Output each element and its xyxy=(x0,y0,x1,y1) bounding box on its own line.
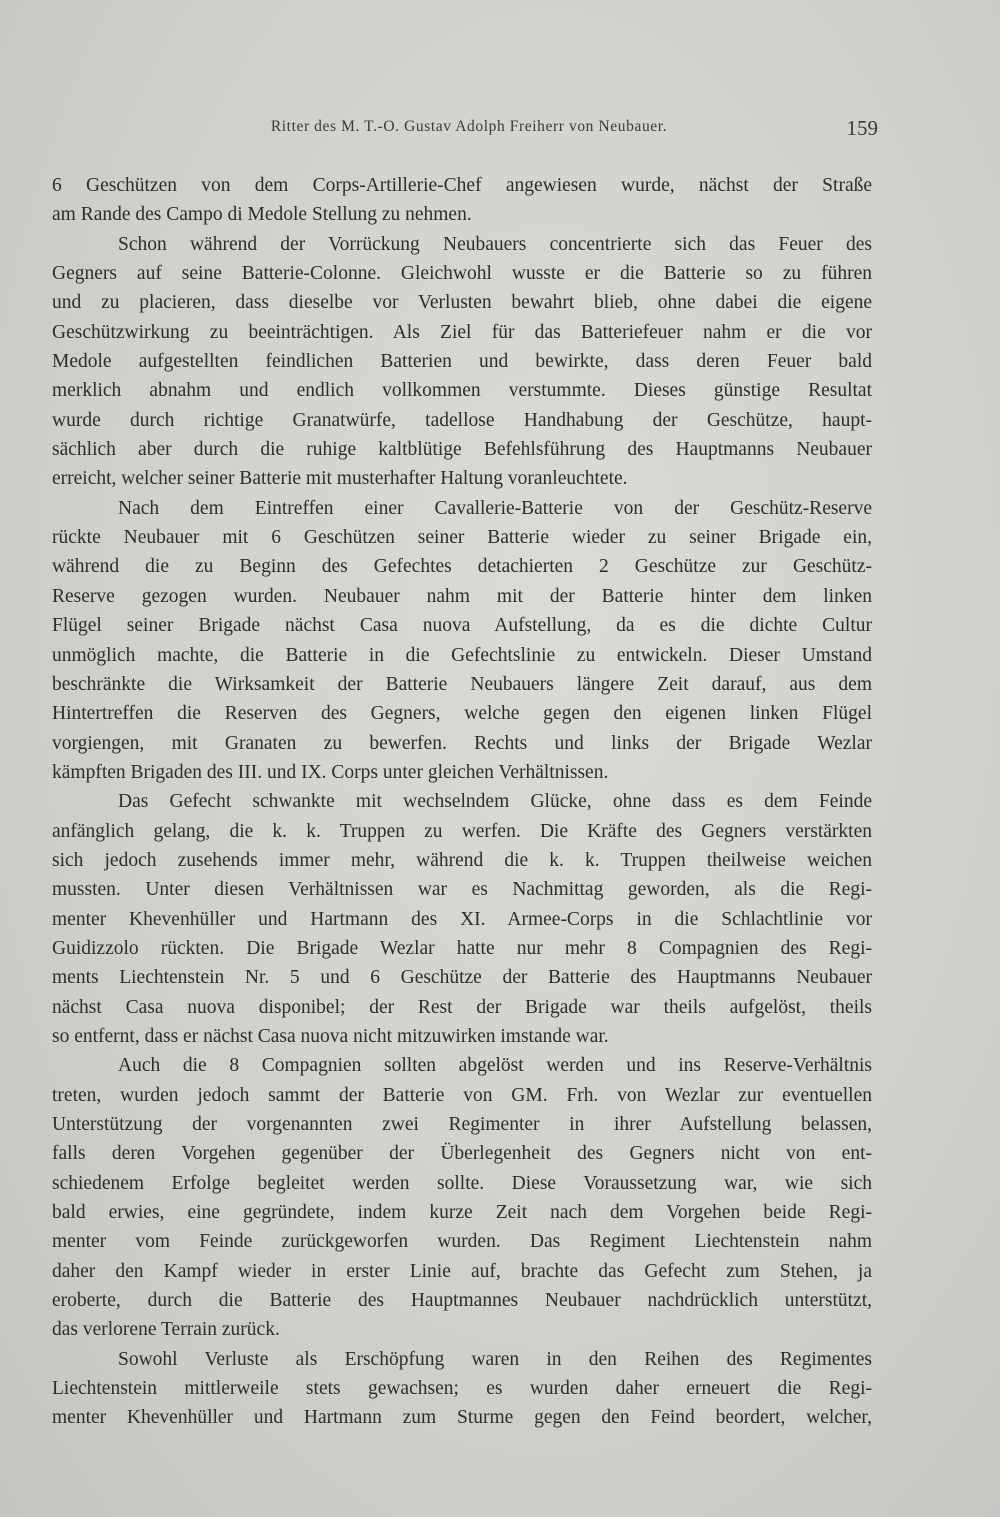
text-line: Reserve gezogen wurden. Neubauer nahm mit der Batterie hinter dem linken xyxy=(52,585,872,607)
text-line: schiedenem Erfolge begleitet werden sollte. Diese Voraussetzung war, wie sich xyxy=(52,1172,872,1194)
text-line: Auch die 8 Compagnien sollten abgelöst werden und ins Reserve-Verhältnis xyxy=(118,1055,872,1077)
text-line: kämpften Brigaden des III. und IX. Corps unter gleichen Verhältnissen. xyxy=(52,761,609,783)
text-line: am Rande des Campo di Medole Stellung zu nehmen. xyxy=(52,204,472,226)
text-line: so entfernt, dass er nächst Casa nuova nicht mitzuwirken imstande war. xyxy=(52,1025,609,1047)
page-number: 159 xyxy=(846,116,878,140)
text-line: ments Liechtenstein Nr. 5 und 6 Geschütze der Batterie des Hauptmanns Neubauer xyxy=(52,967,872,989)
text-line: Medole aufgestellten feindlichen Batterien und bewirkte, dass deren Feuer bald xyxy=(52,351,872,373)
text-line: rückte Neubauer mit 6 Geschützen seiner Batterie wieder zu seiner Brigade ein, xyxy=(52,527,872,549)
text-line: Sowohl Verluste als Erschöpfung waren in den Reihen des Regimentes xyxy=(118,1348,872,1370)
text-line: Hintertreffen die Reserven des Gegners, welche gegen den eigenen linken Flügel xyxy=(52,703,872,725)
text-line: daher den Kampf wieder in erster Linie auf, brachte das Gefecht zum Stehen, ja xyxy=(52,1260,872,1282)
text-line: Nach dem Eintreffen einer Cavallerie-Batterie von der Geschütz-Reserve xyxy=(118,497,872,519)
text-line: vorgiengen, mit Granaten zu bewerfen. Rechts und links der Brigade Wezlar xyxy=(52,732,872,754)
text-line: Schon während der Vorrückung Neubauers concentrierte sich das Feuer des xyxy=(118,233,872,255)
text-line: merklich abnahm und endlich vollkommen verstummte. Dieses günstige Resultat xyxy=(52,380,872,402)
header-title: Ritter des M. T.-O. Gustav Adolph Freiherr von Neubauer. xyxy=(270,118,668,135)
text-line: Liechtenstein mittlerweile stets gewachsen; es wurden daher erneuert die Regi- xyxy=(52,1378,872,1400)
text-line: Flügel seiner Brigade nächst Casa nuova Aufstellung, da es die dichte Cultur xyxy=(52,615,872,637)
text-line: und zu placieren, dass dieselbe vor Verlusten bewahrt blieb, ohne dabei die eigene xyxy=(52,292,872,314)
text-line: erreicht, welcher seiner Batterie mit musterhafter Haltung voranleuchtete. xyxy=(52,468,628,490)
text-line: bald erwies, eine gegründete, indem kurze Zeit nach dem Vorgehen beide Regi- xyxy=(52,1202,872,1224)
text-line: sächlich aber durch die ruhige kaltblütige Befehlsführung des Hauptmanns Neubauer xyxy=(52,439,872,461)
text-line: während die zu Beginn des Gefechtes detachierten 2 Geschütze zur Geschütz- xyxy=(52,556,872,578)
body-text xyxy=(52,171,872,1433)
text-line: treten, wurden jedoch sammt der Batterie von GM. Frh. von Wezlar zur eventuellen xyxy=(52,1084,872,1106)
text-line: wurde durch richtige Granatwürfe, tadellose Handhabung der Geschütze, haupt- xyxy=(52,409,872,431)
text-line: das verlorene Terrain zurück. xyxy=(52,1319,280,1341)
text-line: menter Khevenhüller und Hartmann zum Sturme gegen den Feind beordert, welcher, xyxy=(52,1407,872,1429)
text-line: nächst Casa nuova disponibel; der Rest der Brigade war theils aufgelöst, theils xyxy=(52,996,872,1018)
text-line: anfänglich gelang, die k. k. Truppen zu werfen. Die Kräfte des Gegners verstärkten xyxy=(52,820,872,842)
text-line: Gegners auf seine Batterie-Colonne. Gleichwohl wusste er die Batterie so zu führen xyxy=(52,263,872,285)
text-line: Das Gefecht schwankte mit wechselndem Glücke, ohne dass es dem Feinde xyxy=(118,791,872,813)
text-line: Guidizzolo rückten. Die Brigade Wezlar hatte nur mehr 8 Compagnien des Regi- xyxy=(52,937,872,959)
text-line: Unterstützung der vorgenannten zwei Regimenter in ihrer Aufstellung belassen, xyxy=(52,1114,872,1135)
text-line: falls deren Vorgehen gegenüber der Überlegenheit des Gegners nicht von ent- xyxy=(52,1143,872,1165)
text-line: Geschützwirkung zu beeinträchtigen. Als Ziel für das Batteriefeuer nahm er die vor xyxy=(52,321,872,343)
text-line: beschränkte die Wirksamkeit der Batterie Neubauers längere Zeit darauf, aus dem xyxy=(52,673,872,695)
text-line: 6 Geschützen von dem Corps-Artillerie-Chef angewiesen wurde, nächst der Straße xyxy=(52,175,872,196)
text-line: menter Khevenhüller und Hartmann des XI. Armee-Corps in die Schlachtlinie vor xyxy=(52,908,872,930)
text-line: unmöglich machte, die Batterie in die Gefechtslinie zu entwickeln. Dieser Umstand xyxy=(52,644,872,666)
text-line: menter vom Feinde zurückgeworfen wurden. Das Regiment Liechtenstein nahm xyxy=(52,1231,872,1253)
text-line: sich jedoch zusehends immer mehr, während die k. k. Truppen theilweise weichen xyxy=(52,849,872,871)
running-header xyxy=(60,116,878,146)
text-line: eroberte, durch die Batterie des Hauptmannes Neubauer nachdrücklich unterstützt, xyxy=(52,1290,872,1312)
text-line: mussten. Unter diesen Verhältnissen war es Nachmittag geworden, als die Regi- xyxy=(52,879,872,901)
